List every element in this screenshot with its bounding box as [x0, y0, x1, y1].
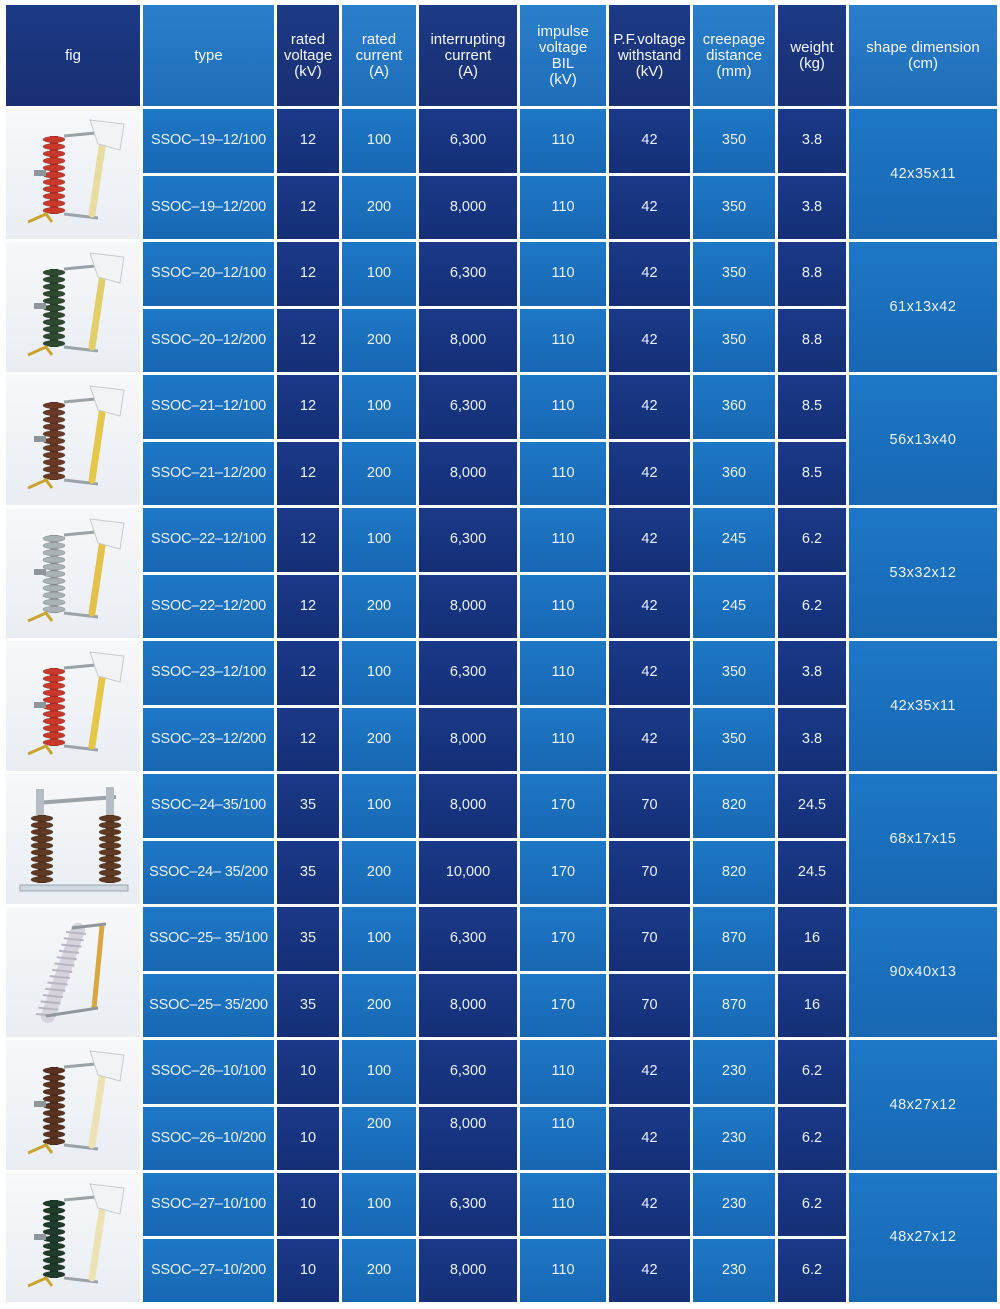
- rated-voltage-cell: 12: [277, 176, 339, 240]
- pf-voltage-cell: 42: [609, 641, 690, 705]
- creepage-cell: 350: [693, 708, 775, 772]
- product-image: [6, 508, 140, 638]
- interrupting-current-cell: 6,300: [419, 1173, 517, 1236]
- type-cell: SSOC–27–10/100: [143, 1173, 274, 1236]
- header-interrupting-current: interrupting current (A): [419, 5, 517, 106]
- impulse-voltage-cell: 110: [520, 1239, 606, 1302]
- rated-voltage-cell: 12: [277, 708, 339, 772]
- creepage-cell: 820: [693, 841, 775, 905]
- table-body: [6, 109, 997, 1302]
- rated-current-cell: 100: [342, 774, 416, 838]
- pf-voltage-cell: 42: [609, 109, 690, 173]
- type-cell: SSOC–25– 35/200: [143, 974, 274, 1038]
- type-cell: SSOC–19–12/100: [143, 109, 274, 173]
- creepage-cell: 230: [693, 1239, 775, 1302]
- rated-voltage-cell: 35: [277, 907, 339, 971]
- rated-current-cell: 200: [342, 708, 416, 772]
- creepage-cell: 870: [693, 974, 775, 1038]
- pf-voltage-cell: 42: [609, 1107, 690, 1171]
- pf-voltage-cell: 42: [609, 708, 690, 772]
- shape-dimension-cell: 56x13x40: [849, 375, 997, 505]
- impulse-voltage-cell: 110: [520, 242, 606, 306]
- creepage-cell: 245: [693, 575, 775, 639]
- header-rated-current: rated current (A): [342, 5, 416, 106]
- weight-cell: 6.2: [778, 1040, 846, 1104]
- shape-dimension-cell: 90x40x13: [849, 907, 997, 1037]
- impulse-voltage-cell: 170: [520, 974, 606, 1038]
- type-cell: SSOC–21–12/200: [143, 442, 274, 506]
- pf-voltage-cell: 70: [609, 907, 690, 971]
- header-weight: weight (kg): [778, 5, 846, 106]
- creepage-cell: 350: [693, 309, 775, 373]
- rated-voltage-cell: 12: [277, 309, 339, 373]
- fuse-cutout-illustration: [6, 1174, 142, 1302]
- rated-voltage-cell: 10: [277, 1040, 339, 1104]
- creepage-cell: 230: [693, 1107, 775, 1171]
- header-impulse-voltage: impulse voltage BIL (kV): [520, 5, 606, 106]
- rated-voltage-cell: 12: [277, 242, 339, 306]
- pf-voltage-cell: 42: [609, 375, 690, 439]
- pf-voltage-cell: 70: [609, 841, 690, 905]
- impulse-voltage-cell: 110: [520, 176, 606, 240]
- shape-dimension-cell: 48x27x12: [849, 1040, 997, 1170]
- table-row: [6, 1040, 997, 1104]
- fuse-cutout-illustration: [6, 376, 142, 504]
- type-cell: SSOC–22–12/100: [143, 508, 274, 572]
- header-pf-voltage: P.F.voltage withstand (kV): [609, 5, 690, 106]
- interrupting-current-cell: 6,300: [419, 242, 517, 306]
- impulse-voltage-cell: 110: [520, 708, 606, 772]
- fuse-cutout-spec-table: [3, 2, 1000, 1305]
- rated-voltage-cell: 12: [277, 109, 339, 173]
- rated-current-cell: 200: [342, 309, 416, 373]
- product-image: [6, 1173, 140, 1302]
- weight-cell: 3.8: [778, 641, 846, 705]
- pf-voltage-cell: 70: [609, 774, 690, 838]
- interrupting-current-cell: 10,000: [419, 841, 517, 905]
- impulse-voltage-cell: 110: [520, 1173, 606, 1236]
- impulse-voltage-cell: 110: [520, 575, 606, 639]
- creepage-cell: 360: [693, 375, 775, 439]
- impulse-voltage-cell: 110: [520, 309, 606, 373]
- weight-cell: 6.2: [778, 1239, 846, 1302]
- rated-voltage-cell: 12: [277, 442, 339, 506]
- rated-current-cell: 100: [342, 242, 416, 306]
- type-cell: SSOC–20–12/200: [143, 309, 274, 373]
- table-row: [6, 907, 997, 971]
- pf-voltage-cell: 42: [609, 1239, 690, 1302]
- rated-current-cell: 100: [342, 109, 416, 173]
- shape-dimension-cell: 42x35x11: [849, 109, 997, 239]
- interrupting-current-cell: 8,000: [419, 1239, 517, 1302]
- table-row: [6, 641, 997, 705]
- impulse-voltage-cell: 110: [520, 109, 606, 173]
- product-image: [6, 641, 140, 771]
- impulse-voltage-cell: 110: [520, 442, 606, 506]
- rated-current-cell: 200: [342, 841, 416, 905]
- interrupting-current-cell: 6,300: [419, 641, 517, 705]
- fuse-cutout-illustration: [6, 243, 142, 371]
- type-cell: SSOC–20–12/100: [143, 242, 274, 306]
- header-shape-dimension: shape dimension (cm): [849, 5, 997, 106]
- interrupting-current-cell: 8,000: [419, 774, 517, 838]
- interrupting-current-cell: 8,000: [419, 176, 517, 240]
- rated-current-cell: 200: [342, 176, 416, 240]
- pf-voltage-cell: 42: [609, 442, 690, 506]
- interrupting-current-cell: 6,300: [419, 907, 517, 971]
- table-row: [6, 242, 997, 306]
- type-cell: SSOC–22–12/200: [143, 575, 274, 639]
- rated-voltage-cell: 12: [277, 575, 339, 639]
- pf-voltage-cell: 42: [609, 508, 690, 572]
- pf-voltage-cell: 70: [609, 974, 690, 1038]
- weight-cell: 6.2: [778, 508, 846, 572]
- table-row: [6, 109, 997, 173]
- pf-voltage-cell: 42: [609, 575, 690, 639]
- header-row: [6, 5, 997, 106]
- weight-cell: 3.8: [778, 708, 846, 772]
- shape-dimension-cell: 53x32x12: [849, 508, 997, 638]
- rated-current-cell: 100: [342, 375, 416, 439]
- rated-voltage-cell: 12: [277, 508, 339, 572]
- table-row: [6, 508, 997, 572]
- header-type: type: [143, 5, 274, 106]
- pf-voltage-cell: 42: [609, 176, 690, 240]
- interrupting-current-cell: 6,300: [419, 109, 517, 173]
- creepage-cell: 820: [693, 774, 775, 838]
- interrupting-current-cell: 8,000: [419, 1107, 517, 1171]
- rated-current-cell: 100: [342, 1173, 416, 1236]
- product-image: [6, 907, 140, 1037]
- header-rated-voltage: rated voltage (kV): [277, 5, 339, 106]
- weight-cell: 16: [778, 974, 846, 1038]
- table-row: [6, 774, 997, 838]
- creepage-cell: 230: [693, 1173, 775, 1236]
- interrupting-current-cell: 8,000: [419, 442, 517, 506]
- rated-current-cell: 200: [342, 974, 416, 1038]
- impulse-voltage-cell: 110: [520, 508, 606, 572]
- interrupting-current-cell: 8,000: [419, 309, 517, 373]
- rated-current-cell: 200: [342, 442, 416, 506]
- shape-dimension-cell: 61x13x42: [849, 242, 997, 372]
- fuse-cutout-illustration: [6, 110, 142, 238]
- impulse-voltage-cell: 170: [520, 774, 606, 838]
- type-cell: SSOC–23–12/200: [143, 708, 274, 772]
- creepage-cell: 360: [693, 442, 775, 506]
- type-cell: SSOC–25– 35/100: [143, 907, 274, 971]
- rated-current-cell: 200: [342, 1239, 416, 1302]
- rated-current-cell: 100: [342, 1040, 416, 1104]
- rated-current-cell: 100: [342, 641, 416, 705]
- shape-dimension-cell: 68x17x15: [849, 774, 997, 904]
- weight-cell: 24.5: [778, 774, 846, 838]
- header-creepage: creepage distance (mm): [693, 5, 775, 106]
- rated-voltage-cell: 12: [277, 641, 339, 705]
- type-cell: SSOC–24–35/100: [143, 774, 274, 838]
- fuse-cutout-illustration: [6, 509, 142, 637]
- fuse-cutout-illustration: [6, 775, 142, 903]
- rated-current-cell: 200: [342, 575, 416, 639]
- type-cell: SSOC–21–12/100: [143, 375, 274, 439]
- pf-voltage-cell: 42: [609, 1040, 690, 1104]
- type-cell: SSOC–26–10/100: [143, 1040, 274, 1104]
- type-cell: SSOC–26–10/200: [143, 1107, 274, 1171]
- interrupting-current-cell: 8,000: [419, 974, 517, 1038]
- weight-cell: 8.5: [778, 375, 846, 439]
- rated-voltage-cell: 12: [277, 375, 339, 439]
- table-row: [6, 1173, 997, 1236]
- type-cell: SSOC–19–12/200: [143, 176, 274, 240]
- rated-voltage-cell: 10: [277, 1239, 339, 1302]
- weight-cell: 8.8: [778, 242, 846, 306]
- weight-cell: 3.8: [778, 176, 846, 240]
- product-image: [6, 774, 140, 904]
- interrupting-current-cell: 6,300: [419, 508, 517, 572]
- rated-voltage-cell: 10: [277, 1107, 339, 1171]
- impulse-voltage-cell: 170: [520, 841, 606, 905]
- impulse-voltage-cell: 110: [520, 1040, 606, 1104]
- rated-current-cell: 200: [342, 1107, 416, 1171]
- rated-current-cell: 100: [342, 508, 416, 572]
- interrupting-current-cell: 8,000: [419, 708, 517, 772]
- weight-cell: 16: [778, 907, 846, 971]
- pf-voltage-cell: 42: [609, 242, 690, 306]
- creepage-cell: 350: [693, 109, 775, 173]
- shape-dimension-cell: 48x27x12: [849, 1173, 997, 1302]
- interrupting-current-cell: 6,300: [419, 1040, 517, 1104]
- weight-cell: 3.8: [778, 109, 846, 173]
- shape-dimension-cell: 42x35x11: [849, 641, 997, 771]
- interrupting-current-cell: 8,000: [419, 575, 517, 639]
- product-image: [6, 242, 140, 372]
- type-cell: SSOC–27–10/200: [143, 1239, 274, 1302]
- fuse-cutout-illustration: [6, 908, 142, 1036]
- weight-cell: 24.5: [778, 841, 846, 905]
- impulse-voltage-cell: 110: [520, 1107, 606, 1171]
- weight-cell: 6.2: [778, 1107, 846, 1171]
- weight-cell: 8.5: [778, 442, 846, 506]
- product-image: [6, 109, 140, 239]
- rated-voltage-cell: 35: [277, 974, 339, 1038]
- creepage-cell: 245: [693, 508, 775, 572]
- creepage-cell: 350: [693, 641, 775, 705]
- pf-voltage-cell: 42: [609, 309, 690, 373]
- fuse-cutout-illustration: [6, 642, 142, 770]
- header-fig: fig: [6, 5, 140, 106]
- weight-cell: 6.2: [778, 575, 846, 639]
- impulse-voltage-cell: 170: [520, 907, 606, 971]
- impulse-voltage-cell: 110: [520, 641, 606, 705]
- weight-cell: 6.2: [778, 1173, 846, 1236]
- rated-current-cell: 100: [342, 907, 416, 971]
- rated-voltage-cell: 35: [277, 774, 339, 838]
- impulse-voltage-cell: 110: [520, 375, 606, 439]
- type-cell: SSOC–24– 35/200: [143, 841, 274, 905]
- weight-cell: 8.8: [778, 309, 846, 373]
- interrupting-current-cell: 6,300: [419, 375, 517, 439]
- pf-voltage-cell: 42: [609, 1173, 690, 1236]
- creepage-cell: 350: [693, 242, 775, 306]
- product-image: [6, 1040, 140, 1170]
- table-row: [6, 375, 997, 439]
- fuse-cutout-illustration: [6, 1041, 142, 1169]
- creepage-cell: 350: [693, 176, 775, 240]
- creepage-cell: 870: [693, 907, 775, 971]
- creepage-cell: 230: [693, 1040, 775, 1104]
- rated-voltage-cell: 35: [277, 841, 339, 905]
- product-image: [6, 375, 140, 505]
- rated-voltage-cell: 10: [277, 1173, 339, 1236]
- type-cell: SSOC–23–12/100: [143, 641, 274, 705]
